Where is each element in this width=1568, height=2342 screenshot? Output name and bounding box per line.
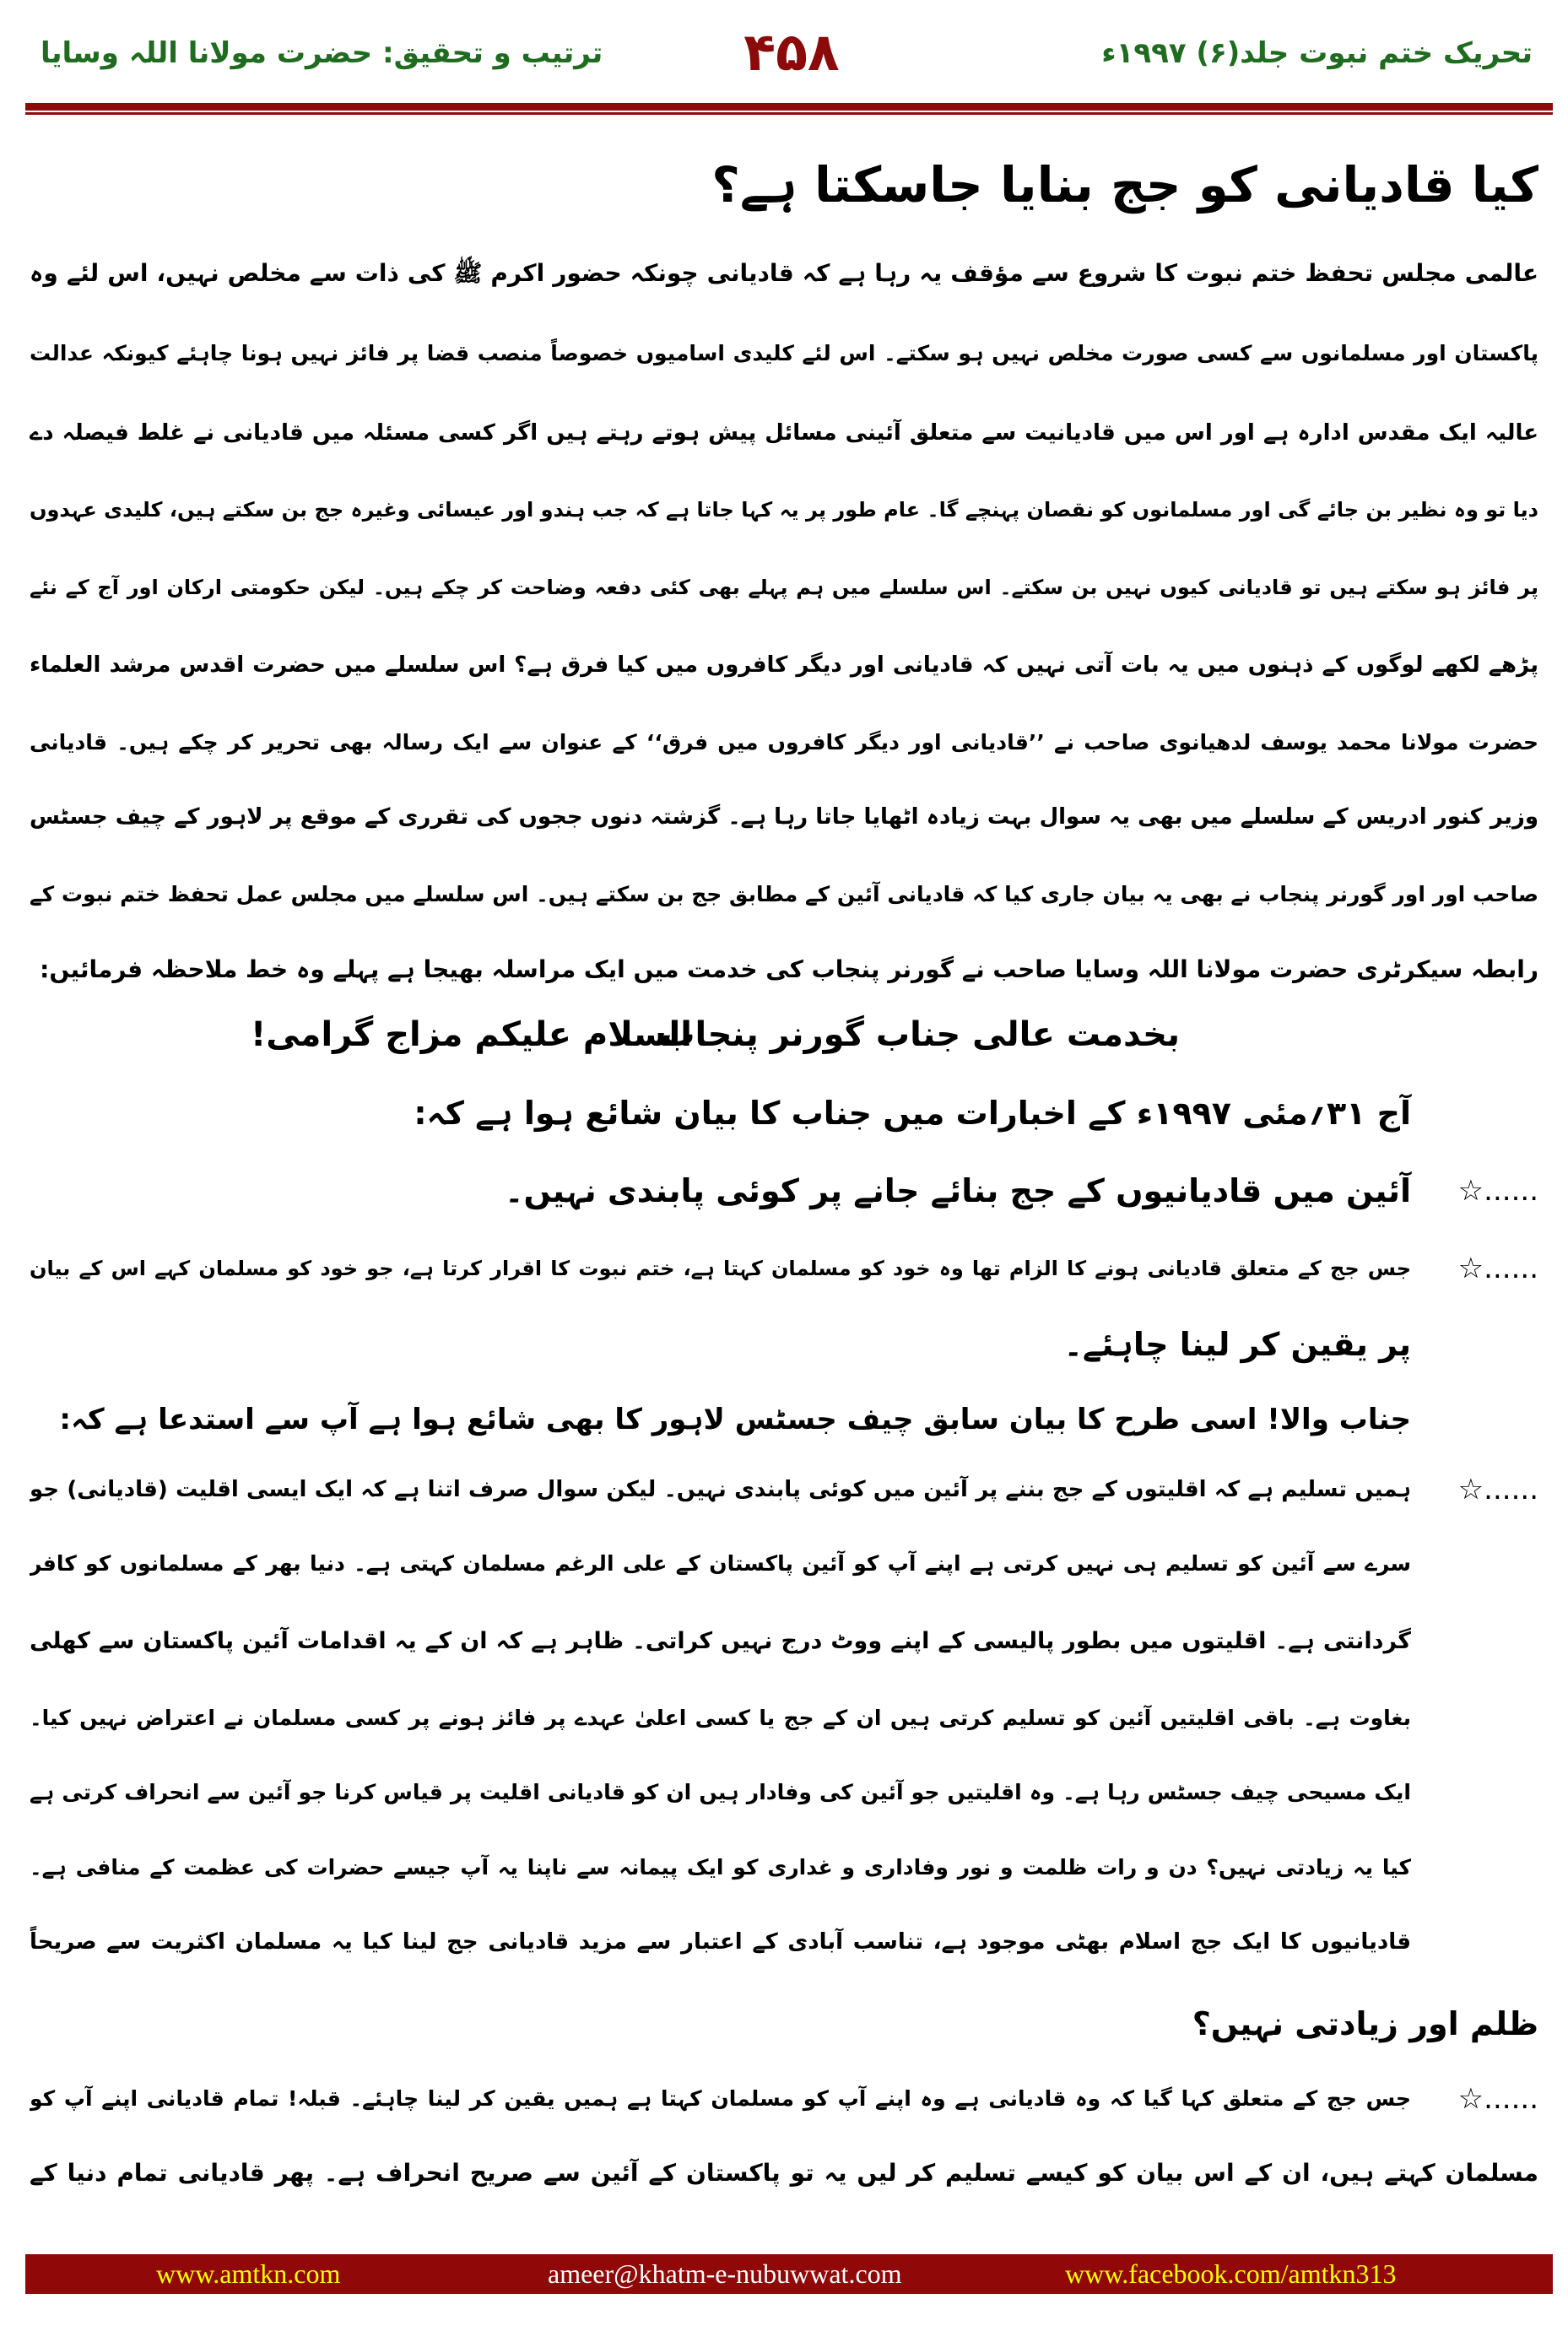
star-bullet-icon: ☆...... xyxy=(1457,1252,1538,1285)
intro-line: عالمی مجلس تحفظ ختم نبوت کا شروع سے مؤقف یہ رہا ہے کہ قادیانی چونکہ حضور اکرم ﷺ کی ذات سے مخلص نہیں، اس لئے وہ xyxy=(30,259,1538,287)
letter-line: کیا یہ زیادتی نہیں؟ دن و رات ظلمت و نور وفاداری و غداری کو ایک پیمانہ سے ناپنا یہ آپ جیسے حضرات کی عظمت کے منافی ہے۔ xyxy=(30,1855,1411,1880)
compiler-header: ترتیب و تحقیق: حضرت مولانا اللہ وسایا xyxy=(41,36,603,70)
letter-line: جس جج کے متعلق قادیانی ہونے کا الزام تھا وہ خود کو مسلمان کہتا ہے، ختم نبوت کا اقرار کرتا ہے، جو خود کو مسلمان کہے اس کے بیان xyxy=(30,1257,1411,1280)
intro-line: پڑھے لکھے لوگوں کے ذہنوں میں یہ بات آتی نہیں کہ قادیانی اور دیگر کافروں میں کیا فرق ہے؟ اس سلسلے میں حضرت اقدس مرشد العلماء xyxy=(30,652,1538,678)
letter-line: پر یقین کر لینا چاہئے۔ xyxy=(1063,1326,1411,1363)
letter-line: جناب والا! اسی طرح کا بیان سابق چیف جسٹس لاہور کا بھی شائع ہوا ہے آپ سے استدعا ہے کہ: xyxy=(59,1403,1411,1436)
letter-line: آئین میں قادیانیوں کے جج بنائے جانے پر کوئی پابندی نہیں۔ xyxy=(505,1172,1411,1209)
letter-line: بغاوت ہے۔ باقی اقلیتیں آئین کو تسلیم کرتی ہیں ان کے جج یا کسی اعلیٰ عہدے پر فائز ہونے پر کسی مسلمان نے اعتراض نہیں کیا۔ xyxy=(30,1706,1411,1730)
article-title: کیا قادیانی کو جج بنایا جاسکتا ہے؟ xyxy=(711,156,1538,214)
intro-line: عالیہ ایک مقدس ادارہ ہے اور اس میں قادیانیت سے متعلق آئینی مسائل پیش ہوتے رہتے ہیں اگر کسی مسئلہ میں قادیانی نے غلط فیصلہ دے xyxy=(30,420,1538,446)
star-bullet-icon: ☆...... xyxy=(1457,2082,1538,2116)
intro-line: دیا تو وہ نظیر بن جائے گی اور مسلمانوں کو نقصان پہنچے گا۔ عام طور پر یہ کہا جاتا ہے کہ جب ہندو اور عیسائی وغیرہ جج بن سکتے ہیں، کلیدی عہدوں xyxy=(30,498,1538,522)
letter-line: جس جج کے متعلق کہا گیا کہ وہ قادیانی ہے وہ اپنے آپ کو مسلمان کہتا ہے ہمیں یقین کر لینا چاہئے۔ قبلہ! تمام قادیانی اپنے آپ کو xyxy=(30,2086,1411,2111)
letter-line: قادیانیوں کا ایک جج اسلام بھٹی موجود ہے، تناسب آبادی کے اعتبار سے مزید قادیانی جج لینا کیا یہ مسلمان اکثریت سے صریحاً xyxy=(30,1929,1411,1955)
letter-line: ایک مسیحی چیف جسٹس رہا ہے۔ وہ اقلیتیں جو آئین کی وفادار ہیں ان کو قادیانی اقلیت پر قیاس کرنا جو آئین سے انحراف کرتی ہے xyxy=(30,1780,1411,1804)
intro-line: رابطہ سیکرٹری حضرت مولانا اللہ وسایا صاحب نے گورنر پنجاب کی خدمت میں ایک مراسلہ بھیجا ہے پہلے وہ خط ملاحظہ فرمائیں: xyxy=(40,955,1538,983)
footer-email-link[interactable]: ameer@khatm-e-nubuwwat.com xyxy=(548,2258,902,2289)
star-bullet-icon: ☆...... xyxy=(1457,1174,1538,1208)
letter-greeting: السلام علیکم مزاج گرامی! xyxy=(250,1015,692,1054)
letter-line: مسلمان کہتے ہیں، ان کے اس بیان کو کیسے تسلیم کر لیں یہ تو پاکستان کے آئین سے صریح انحراف ہے۔ پھر قادیانی تمام دنیا کے xyxy=(30,2159,1538,2187)
intro-line: پاکستان اور مسلمانوں سے کسی صورت مخلص نہیں ہو سکتے۔ اس لئے کلیدی اسامیوں خصوصاً منصب قضا پر فائز نہیں ہونا چاہئے کیونکہ عدالت xyxy=(30,341,1538,365)
letter-line: ظلم اور زیادتی نہیں؟ xyxy=(1192,2005,1538,2042)
header-rule-thick xyxy=(25,103,1553,111)
letter-line: ہمیں تسلیم ہے کہ اقلیتوں کے جج بننے پر آئین میں کوئی پابندی نہیں۔ لیکن سوال صرف اتنا ہے کہ ایک ایسی اقلیت (قادیانی) جو xyxy=(30,1477,1411,1502)
book-title-header: تحریک ختم نبوت جلد(۶) ۱۹۹۷ء xyxy=(1101,36,1533,70)
footer-facebook-link[interactable]: www.facebook.com/amtkn313 xyxy=(1065,2258,1397,2289)
letter-address: بخدمت عالی جناب گورنر پنجاب xyxy=(661,1015,1180,1054)
footer-website-link[interactable]: www.amtkn.com xyxy=(156,2258,341,2289)
header-rule-thin xyxy=(25,112,1553,115)
letter-line: سرے سے آئین کو تسلیم ہی نہیں کرتی ہے اپنے آپ کو آئین پاکستان کے علی الرغم مسلمان کہتی ہے۔ دنیا بھر کے مسلمانوں کو کافر xyxy=(30,1551,1411,1576)
intro-line: صاحب اور اور گورنر پنجاب نے بھی یہ بیان جاری کیا کہ قادیانی آئین کے مطابق جج بن سکتے ہیں۔ اس سلسلے میں مجلس عمل تحفظ ختم نبوت کے xyxy=(30,882,1538,906)
page-number: ۴۵۸ xyxy=(743,21,840,83)
footer-bar xyxy=(25,2254,1553,2294)
letter-line: گردانتی ہے۔ اقلیتوں میں بطور پالیسی کے اپنے ووٹ درج نہیں کراتی۔ ظاہر ہے کہ ان کے یہ اقدامات آئین پاکستان سے کھلی xyxy=(30,1628,1411,1654)
intro-line: حضرت مولانا محمد یوسف لدھیانوی صاحب نے ’’قادیانی اور دیگر کافروں میں فرق‘‘ کے عنوان سے ایک رسالہ بھی تحریر کر چکے ہیں۔ قادیانی xyxy=(30,730,1538,755)
intro-line: وزیر کنور ادریس کے سلسلے میں بھی یہ سوال بہت زیادہ اٹھایا جاتا رہا ہے۔ گزشتہ دنوں ججوں کی تقرری کے موقع پر لاہور کے چیف جسٹس xyxy=(30,804,1538,830)
intro-line: پر فائز ہو سکتے ہیں تو قادیانی کیوں نہیں بن سکتے۔ اس سلسلے میں ہم پہلے بھی کئی دفعہ وضاحت کر چکے ہیں۔ لیکن حکومتی ارکان اور آج کے نئے xyxy=(30,576,1538,599)
letter-line: آج ۳۱؍مئی ۱۹۹۷ء کے اخبارات میں جناب کا بیان شائع ہوا ہے کہ: xyxy=(414,1095,1411,1132)
star-bullet-icon: ☆...... xyxy=(1457,1473,1538,1506)
